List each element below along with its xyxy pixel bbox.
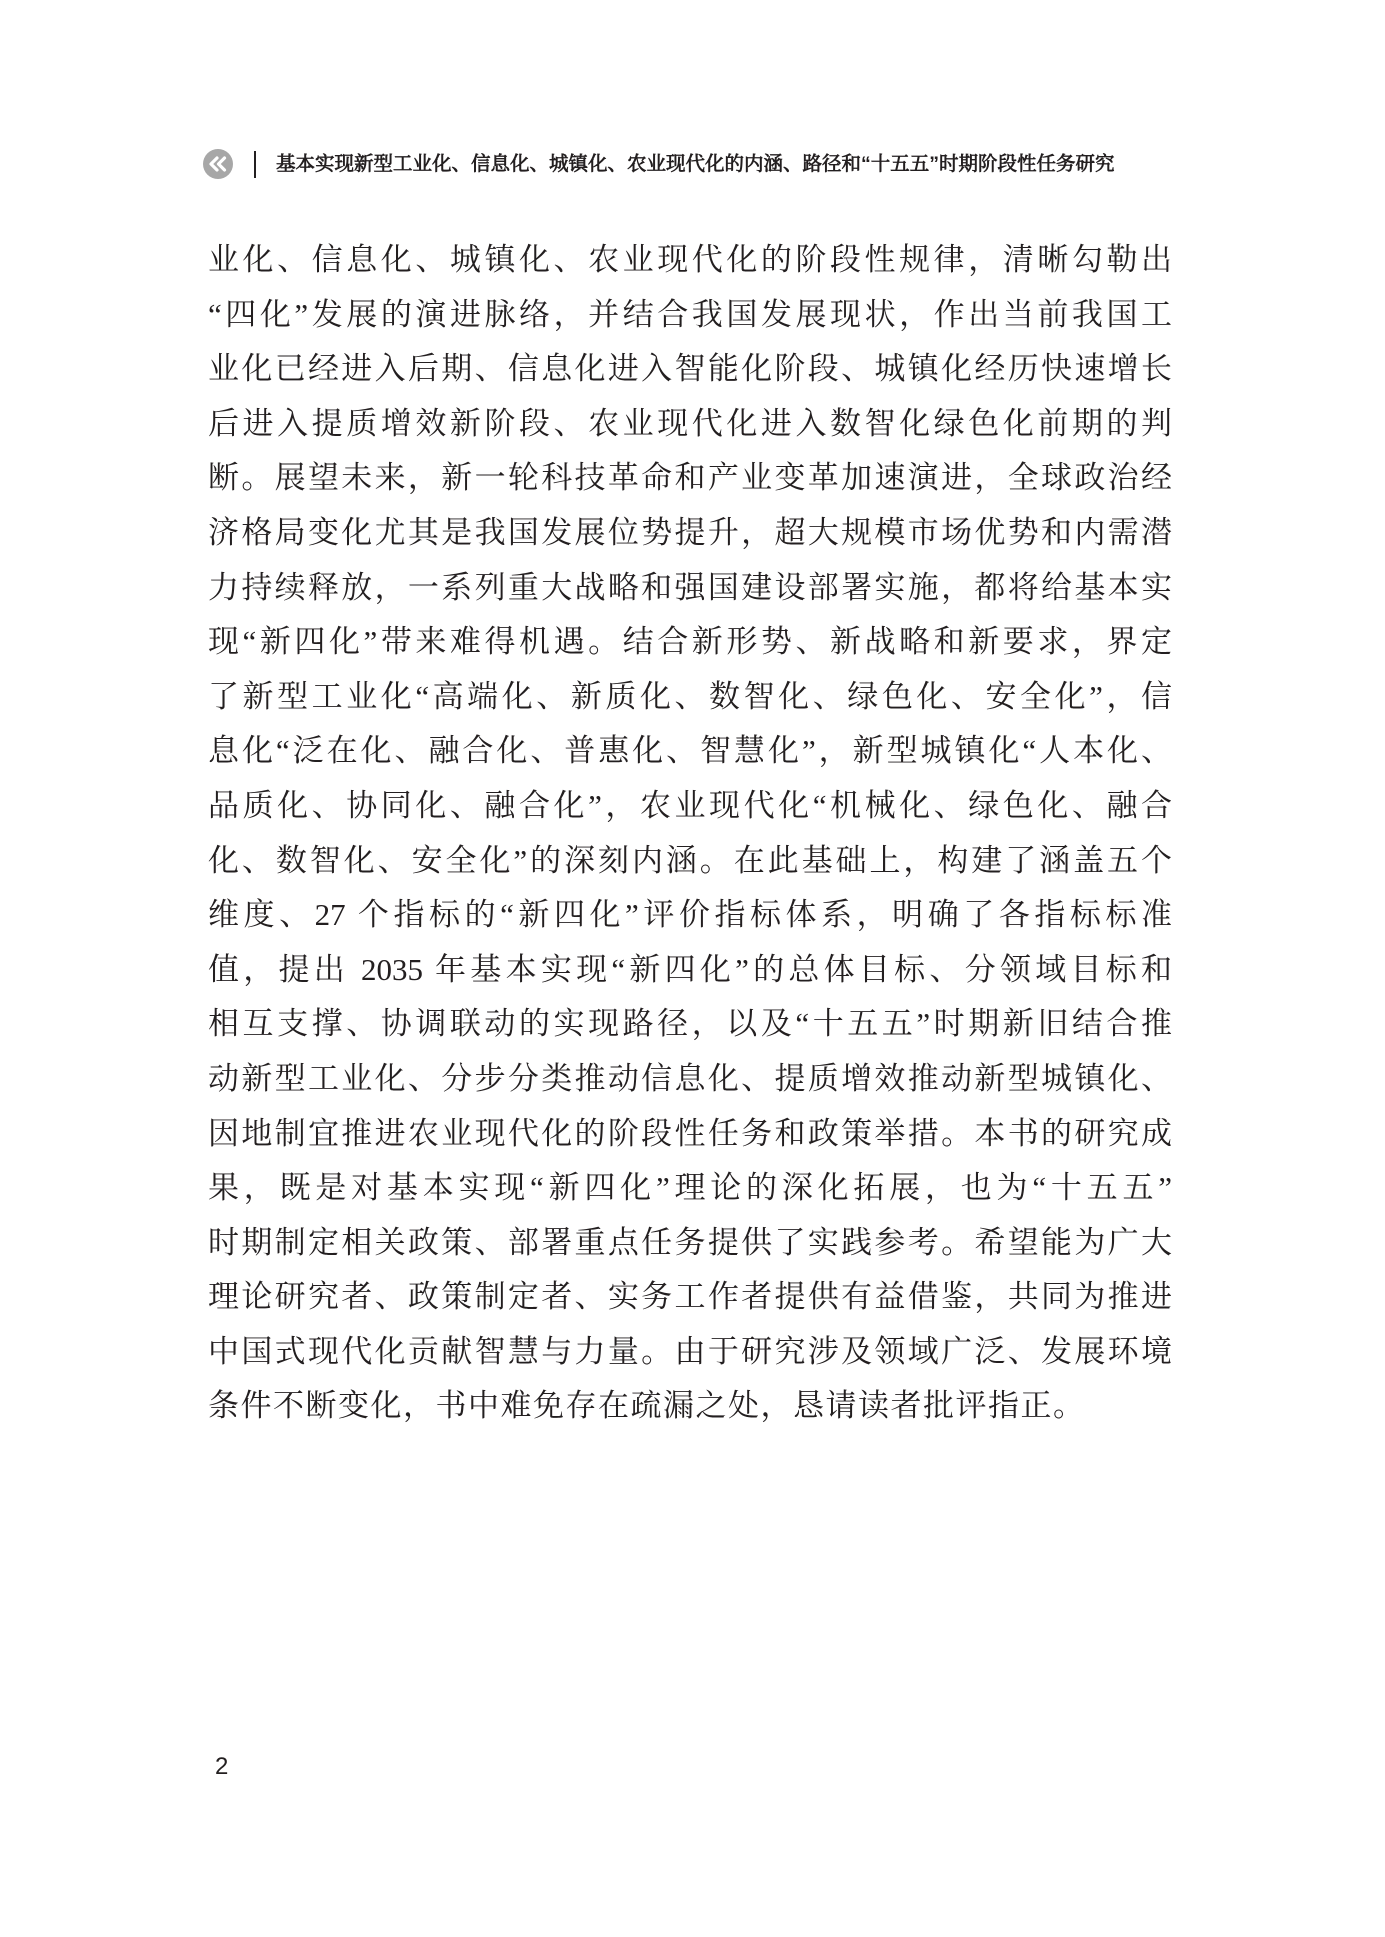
text-line: 息化“泛在化、融合化、普惠化、智慧化”，新型城镇化“人本化、 — [208, 733, 1172, 769]
header-divider — [254, 151, 256, 178]
page-number: 2 — [215, 1753, 229, 1780]
running-header-title: 基本实现新型工业化、信息化、城镇化、农业现代化的内涵、路径和“十五五”时期阶段性任务研究 — [276, 153, 1115, 175]
text-line: 业化、信息化、城镇化、农业现代化的阶段性规律，清晰勾勒出 — [208, 242, 1172, 277]
running-header — [0, 0, 1385, 200]
text-line: 理论研究者、政策制定者、实务工作者提供有益借鉴，共同为推进 — [208, 1279, 1172, 1315]
text-line: 断。展望未来，新一轮科技革命和产业变革加速演进，全球政治经 — [208, 460, 1172, 496]
body-paragraph — [208, 233, 1172, 1434]
text-line: 化、数智化、安全化”的深刻内涵。在此基础上，构建了涵盖五个 — [208, 842, 1172, 878]
text-line: 值，提出 2035 年基本实现“新四化”的总体目标、分领域目标和 — [208, 951, 1172, 987]
text-line-last: 条件不断变化，书中难免存在疏漏之处，恳请读者批评指正。 — [208, 1388, 1086, 1424]
text-line: 业化已经进入后期、信息化进入智能化阶段、城镇化经历快速增长 — [208, 351, 1172, 387]
double-chevron-left-icon — [203, 149, 233, 179]
text-line: 力持续释放，一系列重大战略和强国建设部署实施，都将给基本实 — [208, 569, 1172, 605]
text-line: 动新型工业化、分步分类推动信息化、提质增效推动新型城镇化、 — [208, 1060, 1172, 1096]
text-line: 中国式现代化贡献智慧与力量。由于研究涉及领域广泛、发展环境 — [208, 1333, 1172, 1369]
text-line: 后进入提质增效新阶段、农业现代化进入数智化绿色化前期的判 — [208, 405, 1172, 441]
text-line: 现“新四化”带来难得机遇。结合新形势、新战略和新要求，界定 — [208, 624, 1172, 660]
text-line: 时期制定相关政策、部署重点任务提供了实践参考。希望能为广大 — [208, 1224, 1172, 1260]
text-line: 相互支撑、协调联动的实现路径，以及“十五五”时期新旧结合推 — [208, 1006, 1172, 1042]
text-line: 济格局变化尤其是我国发展位势提升，超大规模市场优势和内需潜 — [208, 514, 1172, 550]
text-line: 品质化、协同化、融合化”，农业现代化“机械化、绿色化、融合 — [208, 787, 1172, 823]
text-line: 维度、27 个指标的“新四化”评价指标体系，明确了各指标标准 — [208, 897, 1172, 933]
text-line: “四化”发展的演进脉络，并结合我国发展现状，作出当前我国工 — [208, 296, 1172, 332]
text-line: 因地制宜推进农业现代化的阶段性任务和政策举措。本书的研究成 — [208, 1115, 1172, 1151]
text-line: 了新型工业化“高端化、新质化、数智化、绿色化、安全化”，信 — [208, 678, 1172, 714]
text-line: 果，既是对基本实现“新四化”理论的深化拓展，也为“十五五” — [208, 1170, 1172, 1206]
